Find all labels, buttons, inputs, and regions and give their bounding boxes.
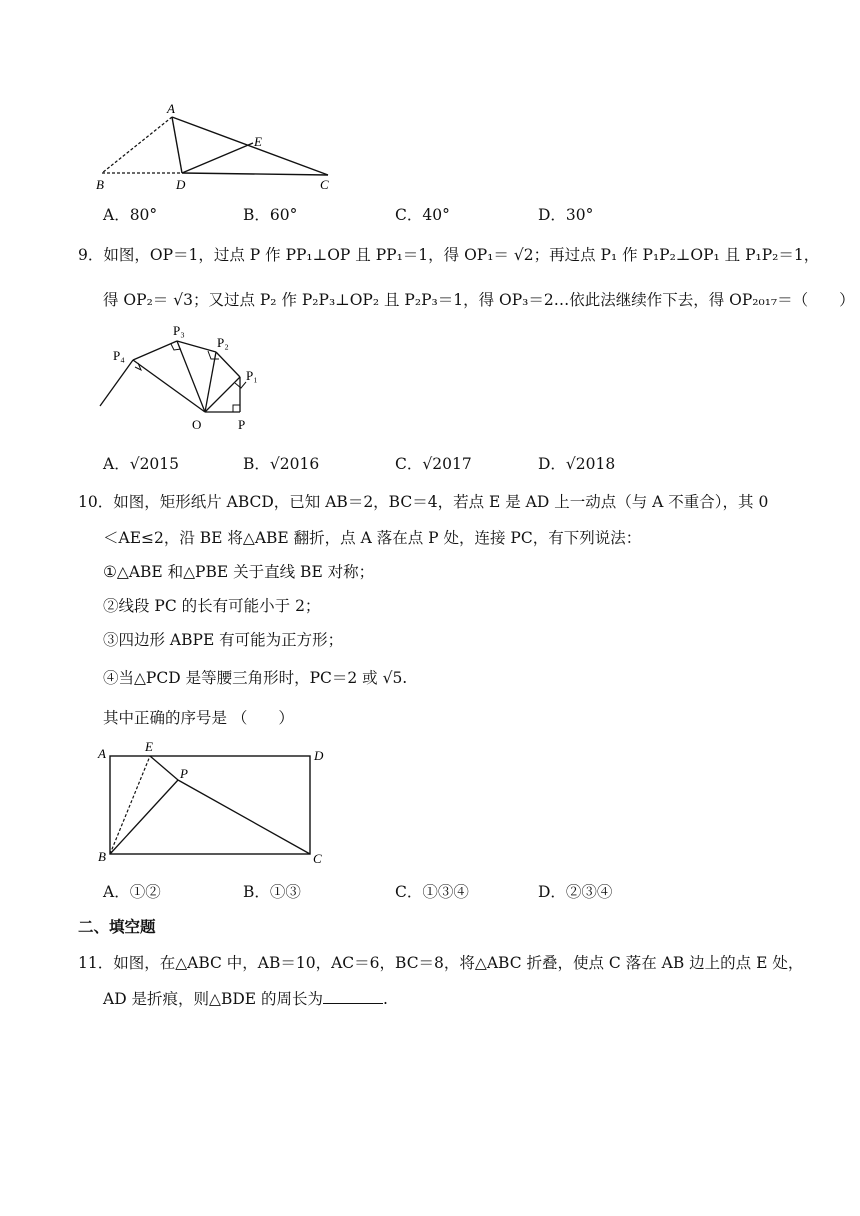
q8-option-c: C．40°	[395, 206, 450, 224]
answer-blank[interactable]	[323, 1002, 383, 1004]
label-B: B	[98, 849, 106, 864]
q10-option-b: B．①③	[243, 883, 301, 901]
q8-option-a: A．80°	[103, 206, 158, 224]
section-heading-fill-in: 二、填空题	[78, 917, 156, 936]
q9-option-b: B．√2016	[243, 455, 320, 473]
label-C: C	[320, 177, 329, 192]
label-A: A	[98, 746, 106, 761]
label-B: B	[96, 177, 104, 192]
q9-option-a: A．√2015	[103, 455, 180, 473]
label-D: D	[176, 177, 186, 192]
label-P2: P₂	[217, 335, 229, 350]
q11-line2-text: AD 是折痕，则△BDE 的周长为	[103, 990, 324, 1008]
q10-question: 其中正确的序号是 （ ）	[103, 709, 294, 727]
q10-statement-3: ③四边形 ABPE 有可能为正方形；	[103, 631, 344, 649]
label-D: D	[314, 748, 324, 763]
q10-statement-1: ①△ABE 和△PBE 关于直线 BE 对称；	[103, 563, 375, 581]
label-A: A	[167, 101, 175, 116]
q9-option-c: C．√2017	[395, 455, 472, 473]
q9-line2: 得 OP₂＝ √3；又过点 P₂ 作 P₂P₃⊥OP₂ 且 P₂P₃＝1，得 OP₃＝2…依此法继续作下去，得 OP₂₀₁₇＝（ ）	[103, 291, 855, 309]
q9-line1: 9．如图，OP＝1，过点 P 作 PP₁⊥OP 且 PP₁＝1，得 OP₁＝ √2；再过点 P₁ 作 P₁P₂⊥OP₁ 且 P₁P₂＝1，	[78, 246, 820, 264]
q9-figure	[95, 322, 270, 434]
q10-option-c: C．①③④	[395, 883, 469, 901]
label-E: E	[145, 739, 153, 754]
q10-statement-4: ④当△PCD 是等腰三角形时，PC＝2 或 √5.	[103, 669, 408, 687]
q10-line1: 10．如图，矩形纸片 ABCD，已知 AB＝2，BC＝4，若点 E 是 AD 上一动点（与 A 不重合），其 0	[78, 493, 769, 511]
label-C: C	[313, 851, 322, 866]
q11-line2-end: .	[383, 990, 388, 1008]
q10-option-a: A．①②	[103, 883, 161, 901]
q10-option-d: D．②③④	[538, 883, 613, 901]
label-P: P	[180, 766, 188, 781]
q8-figure	[90, 100, 350, 195]
q10-line2: ＜AE≤2，沿 BE 将△ABE 翻折，点 A 落在点 P 处，连接 PC，有下列说法：	[103, 529, 642, 547]
q8-option-b: B．60°	[243, 206, 298, 224]
q8-option-d: D．30°	[538, 206, 594, 224]
q9-option-d: D．√2018	[538, 455, 616, 473]
label-P1: P₁	[246, 368, 258, 383]
label-P4: P₄	[113, 348, 125, 363]
label-P: P	[238, 417, 246, 432]
q10-figure	[95, 738, 335, 868]
q11-line1: 11．如图，在△ABC 中，AB＝10，AC＝6，BC＝8，将△ABC 折叠，使点 C 落在 AB 边上的点 E 处，	[78, 954, 804, 972]
label-P3: P₃	[173, 323, 185, 338]
q11-line2	[103, 987, 388, 1009]
q10-statement-2: ②线段 PC 的长有可能小于 2；	[103, 597, 321, 615]
label-E: E	[254, 134, 262, 149]
label-O: O	[192, 417, 202, 432]
